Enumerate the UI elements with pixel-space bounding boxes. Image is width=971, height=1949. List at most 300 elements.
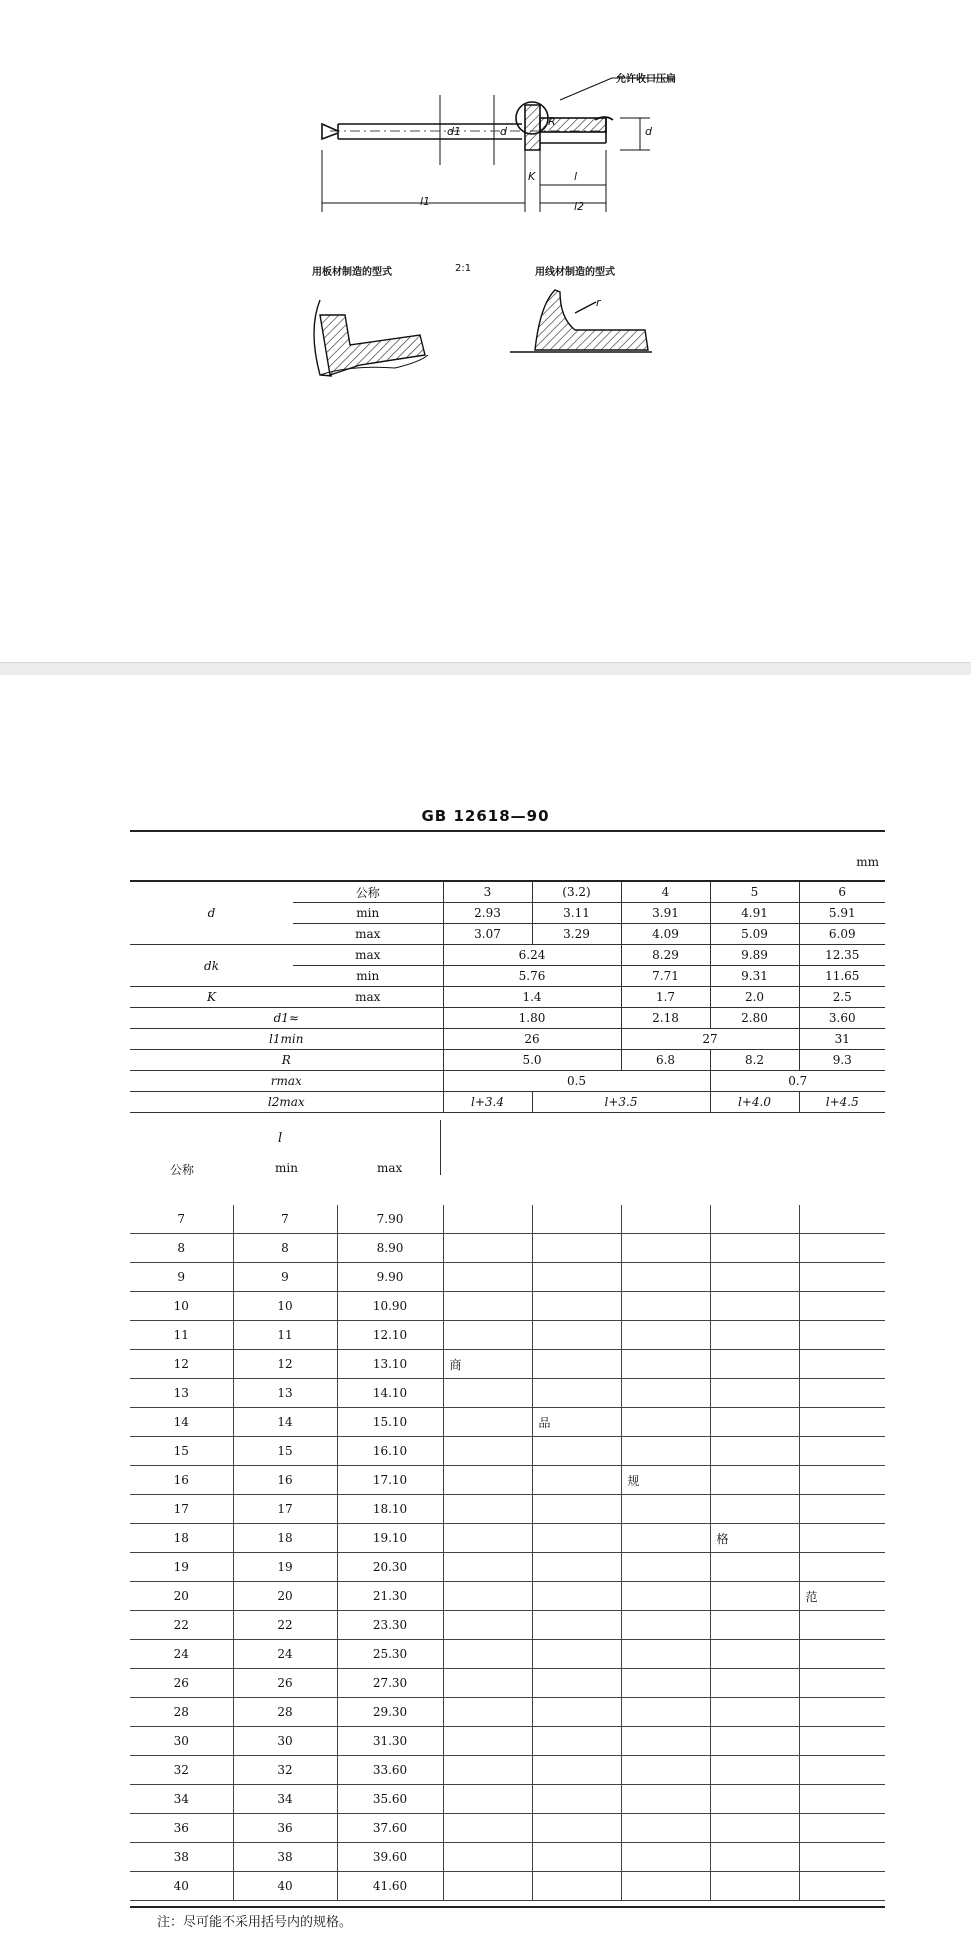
d-max-cell: 4.09 [621,924,710,945]
length-min-cell: 22 [233,1611,337,1640]
range-cell [443,1524,532,1553]
length-min-cell: 10 [233,1292,337,1321]
range-cell [710,1234,799,1263]
length-min-cell: 34 [233,1785,337,1814]
range-cell [799,1698,885,1727]
d-max-cell: 3.07 [443,924,532,945]
range-mark: 品 [532,1408,621,1437]
length-nom-cell: 12 [130,1350,233,1379]
length-min-cell: 12 [233,1350,337,1379]
length-nom-cell: 26 [130,1669,233,1698]
range-cell [799,1669,885,1698]
length-nom-cell: 16 [130,1466,233,1495]
length-row [130,1495,885,1524]
range-cell [799,1292,885,1321]
range-cell [799,1379,885,1408]
k-label: K [130,987,293,1008]
range-cell [532,1437,621,1466]
range-cell [443,1727,532,1756]
length-nom-cell: 20 [130,1582,233,1611]
range-mark: 规 [621,1466,710,1495]
range-cell [443,1466,532,1495]
rivet-head [516,102,613,150]
range-cell [532,1292,621,1321]
spec-row-d-nominal [130,881,885,903]
range-cell [532,1640,621,1669]
range-cell [532,1234,621,1263]
range-cell [799,1408,885,1437]
range-cell [710,1292,799,1321]
range-cell [710,1814,799,1843]
length-min-cell: 15 [233,1437,337,1466]
drawing-page [0,0,971,662]
length-row [130,1379,885,1408]
range-cell [710,1205,799,1234]
d-label: d [130,881,293,945]
range-cell [799,1350,885,1379]
length-row [130,1553,885,1582]
l2max-cell: l+3.4 [443,1092,532,1113]
wire-section-view [510,290,652,352]
range-cell [710,1640,799,1669]
sheet-type-label: 用板材制造的型式 [312,267,392,278]
range-cell [799,1437,885,1466]
range-cell [710,1553,799,1582]
d-min-cell: 5.91 [799,903,885,924]
range-cell [799,1553,885,1582]
range-cell [799,1872,885,1901]
length-max-cell: 7.90 [337,1205,443,1234]
d-min-cell: 3.11 [532,903,621,924]
length-row [130,1843,885,1872]
length-nom-cell: 8 [130,1234,233,1263]
range-cell [621,1611,710,1640]
r-cell: 9.3 [799,1050,885,1071]
length-min-cell: 19 [233,1553,337,1582]
dk-min-cell: 5.76 [443,966,621,987]
length-max-cell: 39.60 [337,1843,443,1872]
range-cell [532,1379,621,1408]
d-min-cell: 3.91 [621,903,710,924]
length-row [130,1437,885,1466]
length-min-cell: 40 [233,1872,337,1901]
length-max-cell: 20.30 [337,1553,443,1582]
length-row [130,1524,885,1553]
dk-max-cell: 8.29 [621,945,710,966]
scale-label: 2:1 [455,263,472,274]
length-max-cell: 21.30 [337,1582,443,1611]
length-max-cell: 9.90 [337,1263,443,1292]
svg-text:R: R [548,115,556,128]
length-nom-cell: 19 [130,1553,233,1582]
range-cell [799,1263,885,1292]
range-cell [532,1669,621,1698]
range-cell [621,1495,710,1524]
range-cell [532,1582,621,1611]
range-cell [621,1640,710,1669]
svg-text:l2: l2 [574,200,585,213]
l1min-cell: 31 [799,1029,885,1050]
length-min-cell: 28 [233,1698,337,1727]
length-max-cell: 23.30 [337,1611,443,1640]
range-mark: 范 [799,1582,885,1611]
range-cell [621,1321,710,1350]
length-nom-cell: 15 [130,1437,233,1466]
length-max-cell: 8.90 [337,1234,443,1263]
length-nom-cell: 22 [130,1611,233,1640]
range-cell [710,1437,799,1466]
min-label: min [293,903,443,924]
range-cell [443,1408,532,1437]
length-row [130,1640,885,1669]
svg-text:r: r [596,296,601,309]
length-min-cell: 16 [233,1466,337,1495]
range-cell [621,1698,710,1727]
range-cell [799,1234,885,1263]
range-cell [621,1756,710,1785]
range-cell [532,1611,621,1640]
length-row [130,1466,885,1495]
length-row [130,1727,885,1756]
dk-max-cell: 12.35 [799,945,885,966]
range-cell [621,1263,710,1292]
length-row [130,1205,885,1234]
range-cell [532,1872,621,1901]
col-nominal-header: 公称 [170,1163,195,1177]
range-cell [621,1669,710,1698]
dimension-lines [322,78,675,212]
range-cell [621,1205,710,1234]
length-row [130,1611,885,1640]
standard-number: GB 12618—90 [421,807,550,825]
col-max-header: max [377,1161,403,1175]
range-cell [710,1350,799,1379]
length-row [130,1263,885,1292]
r-cell: 6.8 [621,1050,710,1071]
nominal-cell: 6 [799,881,885,903]
range-cell [532,1524,621,1553]
dk-max-cell: 9.89 [710,945,799,966]
spec-row-l2max [130,1092,885,1113]
length-min-cell: 26 [233,1669,337,1698]
l-header: l [278,1131,283,1146]
range-cell [710,1495,799,1524]
length-max-cell: 41.60 [337,1872,443,1901]
range-cell [532,1814,621,1843]
length-row [130,1234,885,1263]
length-row [130,1408,885,1437]
length-nom-cell: 24 [130,1640,233,1669]
rmax-label: rmax [130,1071,443,1092]
length-min-cell: 17 [233,1495,337,1524]
d1-cell: 2.18 [621,1008,710,1029]
range-cell [443,1698,532,1727]
range-cell [799,1495,885,1524]
svg-text:l: l [574,170,578,183]
range-cell [532,1263,621,1292]
length-nom-cell: 14 [130,1408,233,1437]
length-max-cell: 37.60 [337,1814,443,1843]
range-cell [799,1843,885,1872]
range-cell [443,1872,532,1901]
range-cell [710,1756,799,1785]
rmax-cell: 0.5 [443,1071,710,1092]
range-cell [799,1640,885,1669]
length-nom-cell: 34 [130,1785,233,1814]
wire-type-label: 用线材制造的型式 [535,267,615,278]
range-cell [710,1785,799,1814]
length-nom-cell: 7 [130,1205,233,1234]
range-cell [799,1321,885,1350]
range-cell [621,1437,710,1466]
length-nom-cell: 11 [130,1321,233,1350]
range-cell [710,1466,799,1495]
rivet-drawing [0,0,971,662]
spec-row-l1min [130,1029,885,1050]
r-cell: 8.2 [710,1050,799,1071]
length-nom-cell: 30 [130,1727,233,1756]
length-row [130,1814,885,1843]
d-min-cell: 2.93 [443,903,532,924]
length-max-cell: 29.30 [337,1698,443,1727]
range-cell [443,1611,532,1640]
d-max-cell: 6.09 [799,924,885,945]
range-cell [621,1379,710,1408]
range-cell [621,1350,710,1379]
length-max-cell: 27.30 [337,1669,443,1698]
range-cell [532,1756,621,1785]
range-cell [621,1814,710,1843]
range-cell [710,1408,799,1437]
svg-text:K: K [528,170,536,183]
range-cell [799,1756,885,1785]
unit-label: mm [856,855,879,869]
length-row [130,1669,885,1698]
length-nom-cell: 9 [130,1263,233,1292]
range-cell [443,1843,532,1872]
svg-text:d: d [500,125,507,138]
l1min-label: l1min [130,1029,443,1050]
spec-row-d1 [130,1008,885,1029]
l2max-cell: l+4.0 [710,1092,799,1113]
spec-page [0,675,971,1949]
length-min-cell: 32 [233,1756,337,1785]
length-min-cell: 13 [233,1379,337,1408]
spec-row-rmax [130,1071,885,1092]
range-cell [443,1379,532,1408]
r-cell: 5.0 [443,1050,621,1071]
range-cell [621,1408,710,1437]
sheet-section-view [314,300,428,376]
d-max-cell: 5.09 [710,924,799,945]
range-cell [710,1582,799,1611]
dk-min-cell: 11.65 [799,966,885,987]
nominal-cell: 3 [443,881,532,903]
length-min-cell: 24 [233,1640,337,1669]
length-row [130,1350,885,1379]
range-cell [621,1234,710,1263]
length-min-cell: 20 [233,1582,337,1611]
range-cell [621,1727,710,1756]
length-row [130,1756,885,1785]
range-cell [710,1669,799,1698]
range-cell [443,1553,532,1582]
length-max-cell: 35.60 [337,1785,443,1814]
max-label: max [293,924,443,945]
length-max-cell: 25.30 [337,1640,443,1669]
k-cell: 2.0 [710,987,799,1008]
range-cell [532,1466,621,1495]
l2max-cell: l+3.5 [532,1092,710,1113]
k-cell: 1.4 [443,987,621,1008]
length-max-cell: 12.10 [337,1321,443,1350]
range-cell [443,1292,532,1321]
col-min-header: min [275,1161,298,1175]
page-separator [0,662,971,676]
callout-note: 允许收口压扁 [616,74,676,85]
svg-text:d: d [645,125,652,138]
range-cell [621,1292,710,1321]
length-min-cell: 7 [233,1205,337,1234]
range-cell [443,1263,532,1292]
length-row [130,1292,885,1321]
range-cell [710,1727,799,1756]
spec-row-dk-max [130,945,885,966]
d1-cell: 1.80 [443,1008,621,1029]
range-cell [621,1785,710,1814]
d1-label: d1≈ [130,1008,443,1029]
range-cell [532,1843,621,1872]
range-cell [532,1495,621,1524]
length-min-cell: 18 [233,1524,337,1553]
range-cell [443,1495,532,1524]
range-cell [621,1524,710,1553]
max-label: max [293,945,443,966]
range-cell [443,1582,532,1611]
length-max-cell: 19.10 [337,1524,443,1553]
range-cell [443,1437,532,1466]
min-label: min [293,966,443,987]
l1min-cell: 27 [621,1029,799,1050]
range-cell [799,1466,885,1495]
nominal-cell: 4 [621,881,710,903]
range-cell [799,1727,885,1756]
range-cell [443,1234,532,1263]
range-cell [621,1582,710,1611]
length-nom-cell: 32 [130,1756,233,1785]
dk-label: dk [130,945,293,987]
range-cell [443,1814,532,1843]
length-max-cell: 10.90 [337,1292,443,1321]
length-nom-cell: 17 [130,1495,233,1524]
length-max-cell: 16.10 [337,1437,443,1466]
length-max-cell: 31.30 [337,1727,443,1756]
length-min-cell: 11 [233,1321,337,1350]
spec-row-r [130,1050,885,1071]
length-row [130,1698,885,1727]
l1min-cell: 26 [443,1029,621,1050]
d1-cell: 3.60 [799,1008,885,1029]
range-mark: 格 [710,1524,799,1553]
length-min-cell: 30 [233,1727,337,1756]
range-cell [799,1524,885,1553]
length-max-cell: 13.10 [337,1350,443,1379]
length-min-cell: 36 [233,1814,337,1843]
range-cell [443,1756,532,1785]
spec-table [130,880,885,1113]
length-nom-cell: 38 [130,1843,233,1872]
d-min-cell: 4.91 [710,903,799,924]
range-cell [532,1553,621,1582]
range-cell [443,1669,532,1698]
range-cell [532,1785,621,1814]
length-min-cell: 9 [233,1263,337,1292]
length-row [130,1872,885,1901]
length-table [130,1205,885,1901]
range-cell [710,1321,799,1350]
bottom-rule [130,1906,885,1908]
length-nom-cell: 10 [130,1292,233,1321]
length-min-cell: 14 [233,1408,337,1437]
length-nom-cell: 36 [130,1814,233,1843]
length-max-cell: 33.60 [337,1756,443,1785]
nominal-cell: 5 [710,881,799,903]
dk-min-cell: 7.71 [621,966,710,987]
length-min-cell: 38 [233,1843,337,1872]
range-cell [621,1843,710,1872]
rmax-cell: 0.7 [710,1071,885,1092]
r-label: R [130,1050,443,1071]
length-row [130,1321,885,1350]
range-cell [710,1379,799,1408]
top-rule [130,830,885,832]
l2max-label: l2max [130,1092,443,1113]
dk-max-cell: 6.24 [443,945,621,966]
length-nom-cell: 28 [130,1698,233,1727]
range-cell [621,1872,710,1901]
k-cell: 2.5 [799,987,885,1008]
spec-row-k [130,987,885,1008]
dk-min-cell: 9.31 [710,966,799,987]
length-row [130,1785,885,1814]
length-max-cell: 17.10 [337,1466,443,1495]
range-cell [532,1350,621,1379]
range-cell [799,1785,885,1814]
footnote: 注：尽可能不采用括号内的规格。 [157,1915,353,1930]
length-min-cell: 8 [233,1234,337,1263]
range-cell [532,1727,621,1756]
d-max-cell: 3.29 [532,924,621,945]
l2max-cell: l+4.5 [799,1092,885,1113]
length-max-cell: 14.10 [337,1379,443,1408]
length-max-cell: 15.10 [337,1408,443,1437]
range-cell [710,1611,799,1640]
d1-cell: 2.80 [710,1008,799,1029]
range-mark: 商 [443,1350,532,1379]
range-cell [443,1321,532,1350]
length-row [130,1582,885,1611]
length-nom-cell: 18 [130,1524,233,1553]
range-cell [621,1553,710,1582]
range-cell [532,1205,621,1234]
range-cell [532,1321,621,1350]
range-cell [799,1205,885,1234]
range-cell [532,1698,621,1727]
range-cell [799,1611,885,1640]
k-cell: 1.7 [621,987,710,1008]
nominal-cell: (3.2) [532,881,621,903]
range-cell [443,1785,532,1814]
